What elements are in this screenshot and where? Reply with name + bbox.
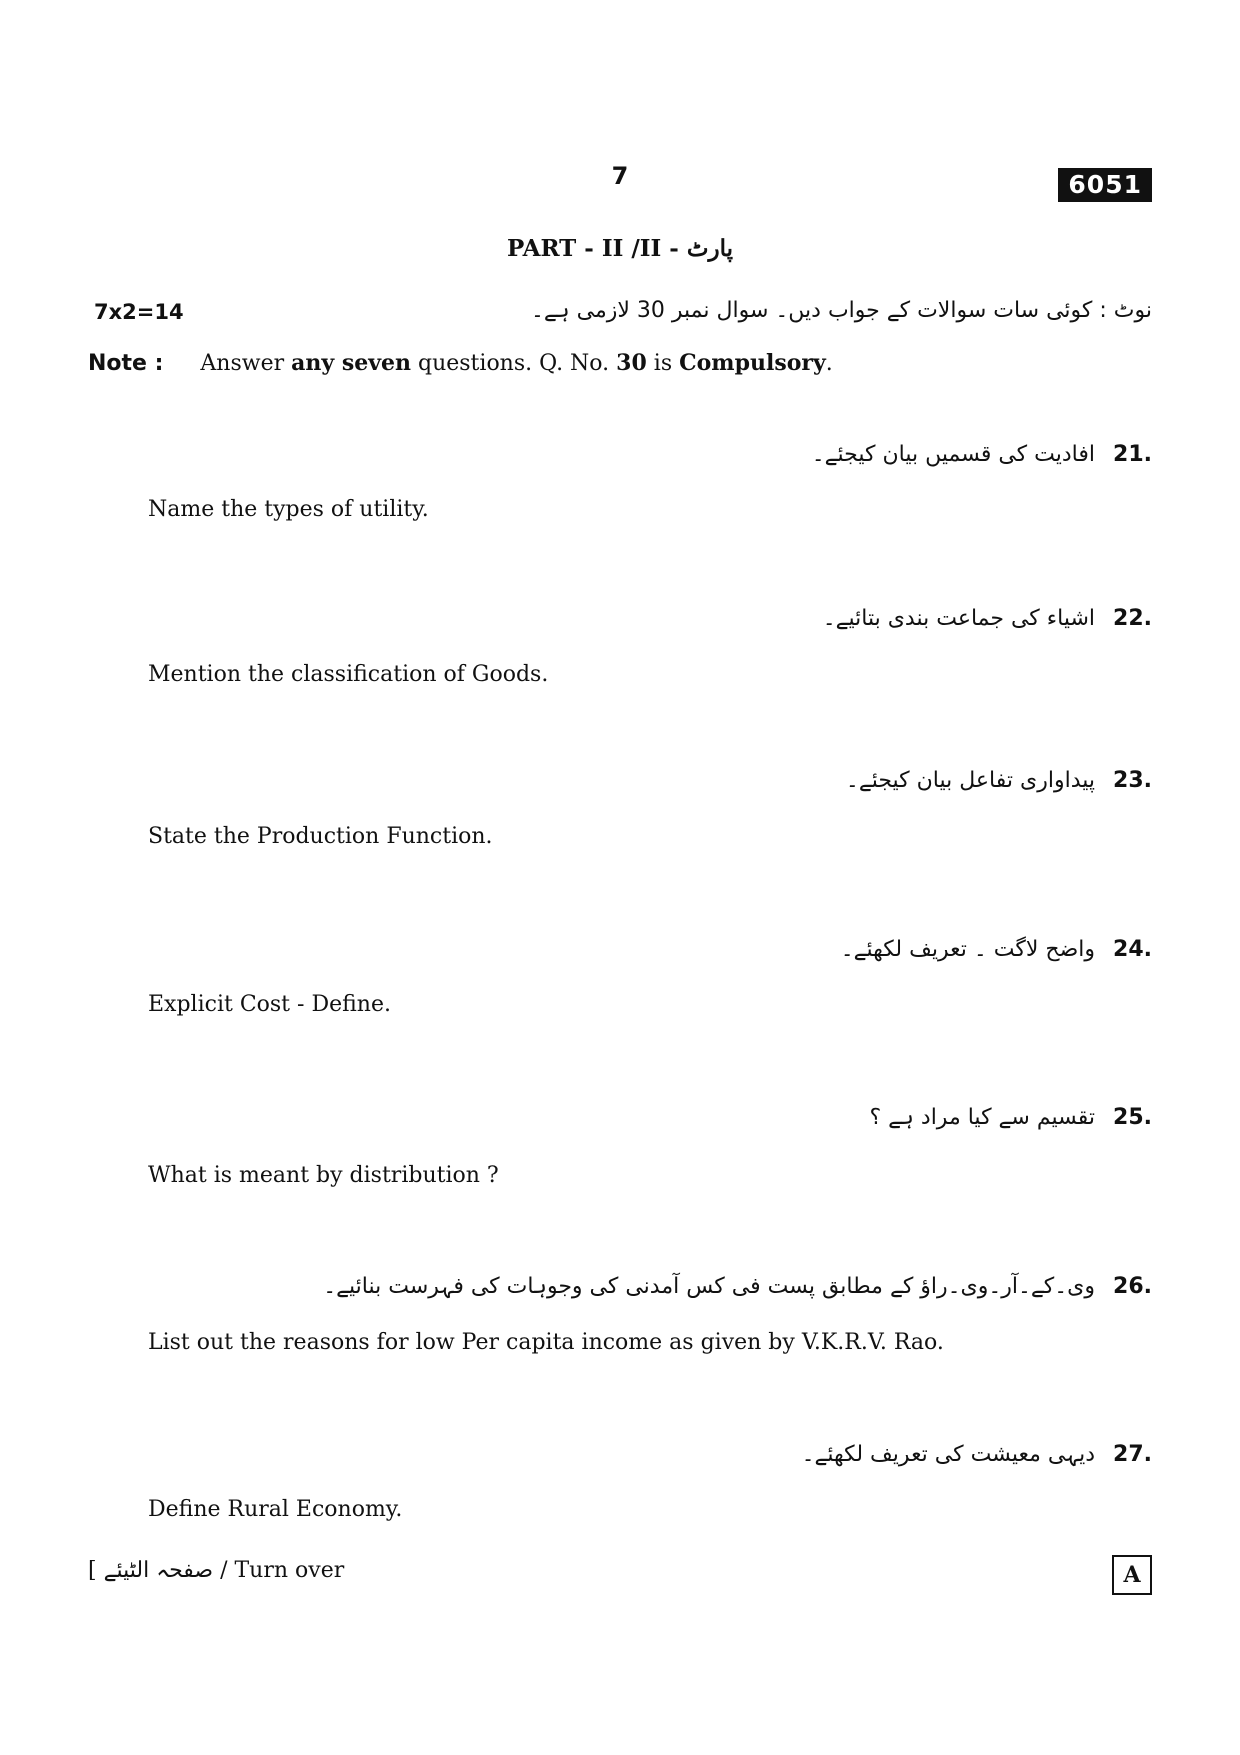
- note-text-3: is: [653, 351, 673, 376]
- part-heading: PART - II /II - پارٹ: [506, 235, 734, 262]
- page-number: 7: [611, 162, 629, 190]
- marks-allocation: 7x2=14: [94, 300, 184, 324]
- paper-code-badge: 6051: [1058, 168, 1152, 202]
- turn-over-note: [ صفحہ الٹیئے / Turn over: [88, 1558, 345, 1583]
- note-text-2: questions. Q. No.: [418, 351, 610, 376]
- question-number: 21.: [1113, 442, 1152, 467]
- question-urdu-row: [869, 1105, 1152, 1130]
- question-urdu: افادیت کی قسمیں بیان کیجئے۔: [811, 442, 1096, 467]
- question-number: 23.: [1113, 768, 1152, 793]
- question-urdu: دیہی معیشت کی تعریف لکھئے۔: [801, 1442, 1096, 1467]
- question-english: What is meant by distribution ?: [148, 1163, 499, 1188]
- booklet-series-box: A: [1112, 1555, 1152, 1595]
- question-number: 27.: [1113, 1442, 1152, 1467]
- question-urdu: وی۔کے۔آر۔وی۔راؤ کے مطابق پست فی کس آمدنی کی وجوہات کی فہرست بنائیے۔: [323, 1274, 1096, 1299]
- question-english: List out the reasons for low Per capita income as given by V.K.R.V. Rao.: [148, 1330, 944, 1355]
- question-english: Name the types of utility.: [148, 497, 429, 522]
- question-number: 25.: [1113, 1105, 1152, 1130]
- question-number: 22.: [1113, 606, 1152, 631]
- question-english: Explicit Cost - Define.: [148, 992, 391, 1017]
- question-urdu-row: [846, 768, 1152, 793]
- question-number: 26.: [1113, 1274, 1152, 1299]
- question-urdu-row: [802, 1442, 1152, 1467]
- note-urdu: نوٹ : کوئی سات سوالات کے جواب دیں۔ سوال نمبر 30 لازمی ہے۔: [530, 298, 1152, 323]
- question-urdu-row: [823, 606, 1152, 631]
- note-text-4: .: [825, 351, 833, 376]
- question-english: Mention the classification of Goods.: [148, 662, 549, 687]
- question-english: Define Rural Economy.: [148, 1497, 403, 1522]
- note-english: [88, 350, 833, 376]
- question-urdu: واضح لاگت ۔ تعریف لکھئے۔: [840, 937, 1096, 962]
- question-urdu: پیداواری تفاعل بیان کیجئے۔: [845, 768, 1096, 793]
- question-urdu: تقسیم سے کیا مراد ہے ؟: [869, 1105, 1096, 1130]
- question-english: State the Production Function.: [148, 824, 493, 849]
- question-number: 24.: [1113, 937, 1152, 962]
- note-text-1: Answer: [200, 351, 285, 376]
- question-urdu-row: [812, 442, 1152, 467]
- note-label: Note :: [88, 351, 164, 376]
- note-bold-1: any seven: [291, 350, 411, 376]
- note-bold-3: Compulsory: [679, 350, 826, 376]
- question-urdu-row: [841, 937, 1152, 962]
- question-urdu: اشیاء کی جماعت بندی بتائیے۔: [822, 606, 1096, 631]
- question-urdu-row: [323, 1274, 1152, 1299]
- note-bold-2: 30: [616, 350, 647, 376]
